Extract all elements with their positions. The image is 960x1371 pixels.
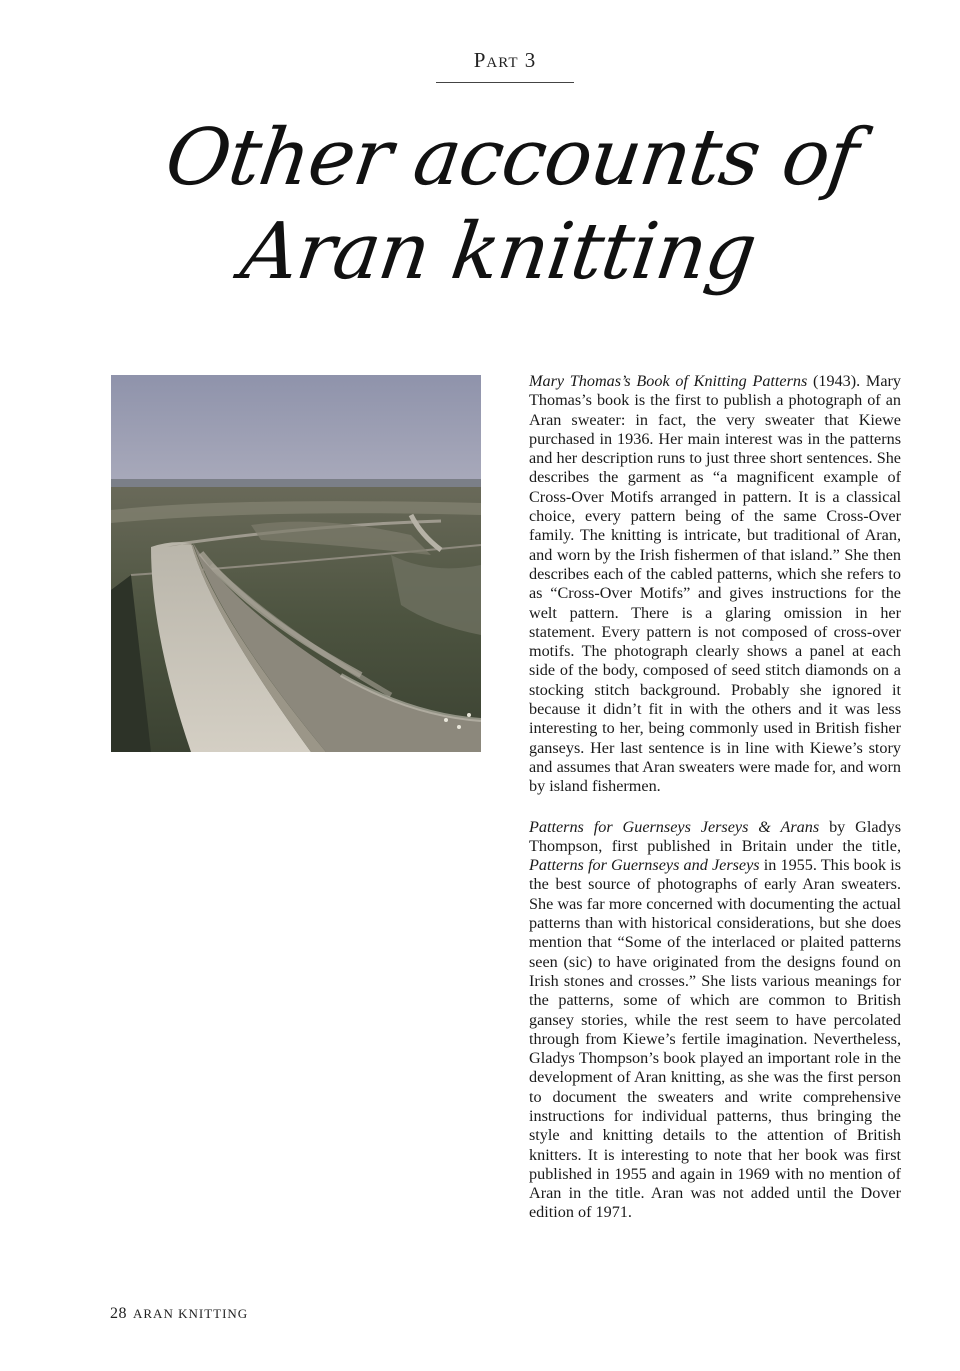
book-title-guernseys-arans: Patterns for Guernseys Jerseys & Arans bbox=[529, 817, 820, 836]
page-number: 28 bbox=[110, 1305, 127, 1322]
paragraph-gladys-thompson bbox=[529, 818, 901, 1223]
chapter-title: Other accounts of Aran knitting bbox=[160, 113, 864, 297]
book-title-mary-thomas: Mary Thomas’s Book of Knitting Patterns bbox=[529, 372, 808, 390]
paragraph-text: by Gladys Thompson, first published in Britain under the title, bbox=[529, 817, 902, 855]
header-rule bbox=[436, 82, 574, 83]
part-header: Part 3 bbox=[473, 48, 537, 72]
paragraph-text: (1943). Mary Thomas’s book is the first to publish a photograph of an Aran sweater: in fact, the very sweater that Kiewe purchased in 1936. Her main interest was in the patterns and her description runs to just three short sentences. She describes the garment as “a magnificent example of Cross-Over Motifs arranged in pattern. It is a classical choice, every pattern being of the same Cross-Over family. The knitting is intricate, but traditional of Aran, and worn by the Irish fishermen of that island.” She then describes each of the cabled patterns, which she refers to as “Cross-Over Motifs” and gives instructions for the welt pattern. There is a glaring omission in her statement. Every pattern is not composed of cross-over motifs. The photograph clearly shows a panel at each side of the body, composed of seed stitch diamonds on a stocking stitch background. Probably she ignored it because it didn’t fit in with the others and it was less interesting to her, being commonly used in British fisher ganseys. Her last sentence is in line with Kiewe’s story and assumes that Aran sweaters were made for, and worn by island fishermen. bbox=[529, 372, 901, 796]
article-body bbox=[529, 372, 901, 1223]
book-title-guernseys-jerseys: Patterns for Guernseys and Jerseys bbox=[529, 856, 760, 875]
paragraph-mary-thomas bbox=[529, 372, 901, 797]
paragraph-text: in 1955. This book is the best source of photographs of early Aran sweaters. She was far more concerned with documenting the actual patterns than with historical considerations, but she does mention that “Some of the interlaced or plaited patterns seen (sic) to have originated from the designs found on Irish stones and crosses.” She lists various meanings for the patterns, some of which are common to British gansey stories, while the rest seem to have percolated through from Kiewe’s fertile imagination. Nevertheless, Gladys Thompson’s book played an important role in the development of Aran knitting, as she was the first person to document the sweaters and write comprehensive instructions for individual patterns, thus bringing the style and knitting details to the attention of British knitters. It is interesting to note that her book was first published in 1955 and again in 1969 with no mention of Aran in the title. Aran was not added until the Dover edition of 1971. bbox=[529, 856, 902, 1222]
running-title: ARAN KNITTING bbox=[133, 1306, 249, 1321]
landscape-photo bbox=[111, 375, 481, 752]
page-footer bbox=[110, 1305, 248, 1323]
